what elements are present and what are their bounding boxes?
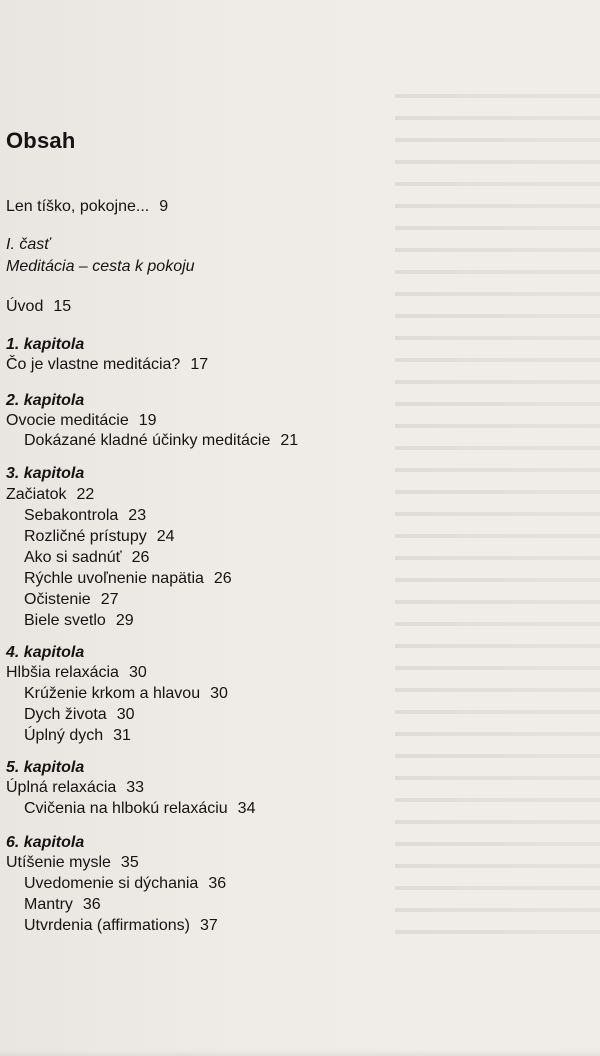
toc-entry: Utíšenie mysle 35 (6, 854, 139, 871)
chapter-label: 2. kapitola (6, 392, 85, 409)
chapter-label: 4. kapitola (6, 644, 85, 661)
toc-entry: Začiatok 22 (6, 486, 95, 503)
toc-entry: Úplná relaxácia 33 (6, 779, 145, 796)
chapter-label: 1. kapitola (6, 336, 85, 353)
toc-subentry: Mantry 36 (24, 896, 101, 913)
toc-entry: Ovocie meditácie 19 (6, 412, 157, 429)
part-title: Meditácia – cesta k pokoju (6, 258, 195, 275)
toc-subentry: Rozličné prístupy 24 (24, 528, 175, 545)
chapter-label: 3. kapitola (6, 465, 85, 482)
page-edge-shadow (0, 1050, 600, 1056)
chapter-label: 6. kapitola (6, 834, 85, 851)
toc-heading: Obsah (6, 128, 76, 153)
toc-subentry: Očistenie 27 (24, 591, 119, 608)
toc-subentry: Krúženie krkom a hlavou 30 (24, 685, 228, 702)
toc-subentry: Rýchle uvoľnenie napätia 26 (24, 570, 232, 587)
toc-subentry: Úplný dych 31 (24, 727, 131, 744)
toc-subentry: Cvičenia na hlbokú relaxáciu 34 (24, 800, 256, 817)
toc-entry: Úvod 15 (6, 298, 72, 315)
toc-subentry: Dych života 30 (24, 706, 135, 723)
facing-page-bleed-through (395, 80, 600, 940)
chapter-label: 5. kapitola (6, 759, 85, 776)
toc-subentry: Dokázané kladné účinky meditácie 21 (24, 432, 299, 449)
toc-entry: Hlbšia relaxácia 30 (6, 664, 147, 681)
toc-entry: Len tíško, pokojne... 9 (6, 198, 169, 215)
toc-subentry: Ako si sadnúť 26 (24, 549, 150, 566)
part-label: I. časť (6, 236, 50, 253)
toc-subentry: Biele svetlo 29 (24, 612, 134, 629)
toc-subentry: Uvedomenie si dýchania 36 (24, 875, 227, 892)
toc-subentry: Sebakontrola 23 (24, 507, 147, 524)
toc-entry: Čo je vlastne meditácia? 17 (6, 356, 209, 373)
toc-subentry: Utvrdenia (affirmations) 37 (24, 917, 218, 934)
